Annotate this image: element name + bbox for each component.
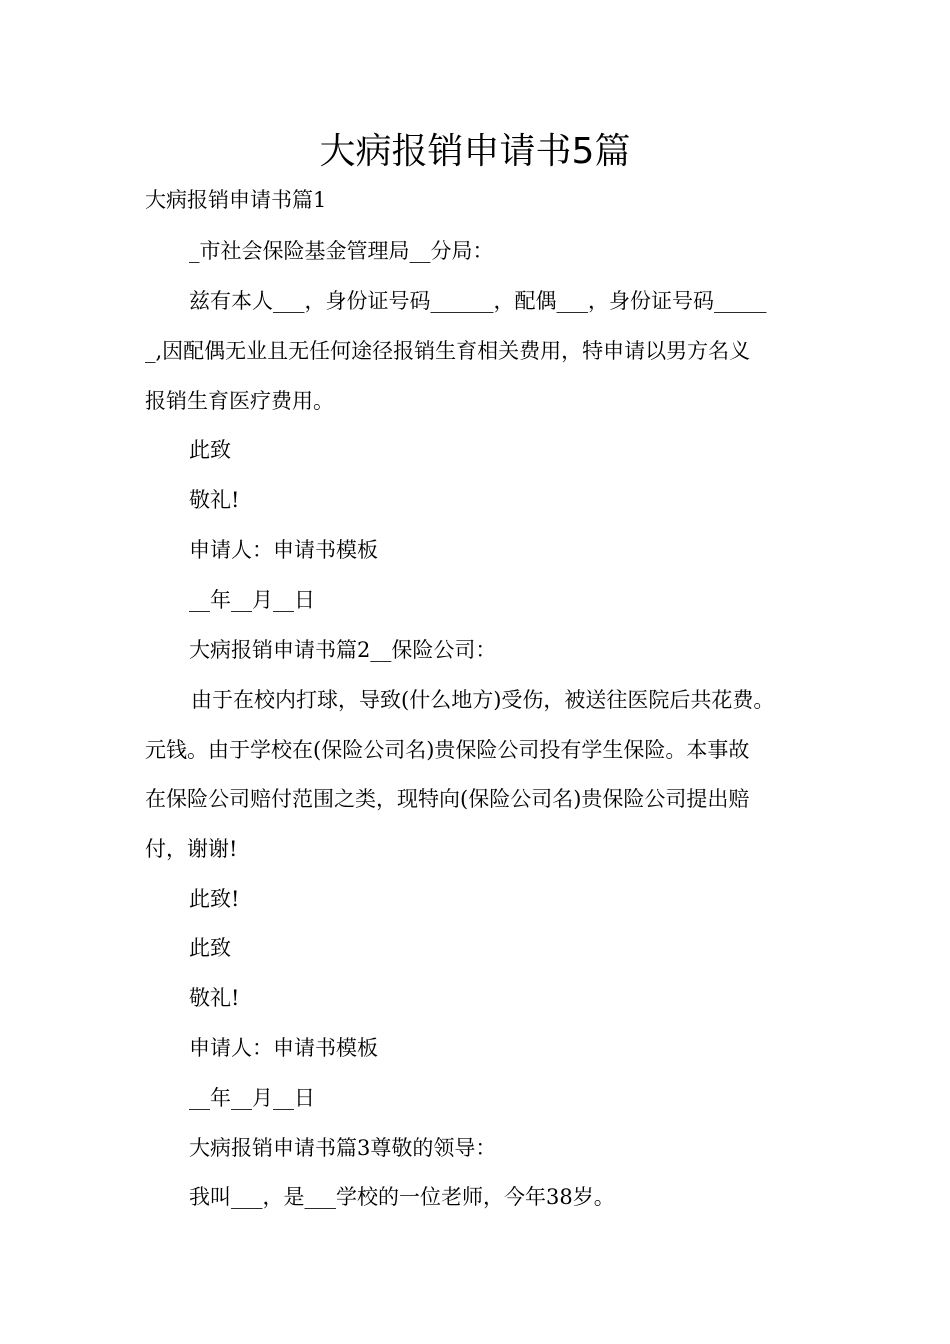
document-title: 大病报销申请书5篇: [319, 131, 631, 172]
closing-line: 此致!: [189, 887, 240, 911]
body-text-line: 元钱。由于学校在(保险公司名)贵保险公司投有学生保险。本事故: [145, 738, 750, 762]
addressee-line: _市社会保险基金管理局__分局：: [189, 239, 494, 263]
body-text-line: 在保险公司赔付范围之类，现特向(保险公司名)贵保险公司提出赔: [145, 787, 750, 811]
applicant-line: 申请人：申请书模板: [189, 538, 378, 562]
body-text-line: 兹有本人___，身份证号码______，配偶___，身份证号码_____: [189, 289, 767, 313]
applicant-line: 申请人：申请书模板: [189, 1036, 378, 1060]
date-line: __年__月__日: [189, 588, 315, 612]
body-text-line: 我叫___，是___学校的一位老师，今年38岁。: [189, 1185, 615, 1209]
body-text-line: _,因配偶无业且无任何途径报销生育相关费用，特申请以男方名义: [145, 339, 751, 363]
body-text-line: 付，谢谢!: [145, 837, 238, 861]
closing-line: 此致: [189, 936, 231, 960]
section-heading-3: 大病报销申请书篇3尊敬的领导：: [189, 1136, 497, 1160]
closing-line: 敬礼!: [189, 488, 240, 512]
closing-line: 此致: [189, 438, 231, 462]
body-text-line: 报销生育医疗费用。: [145, 389, 334, 413]
closing-line: 敬礼!: [189, 986, 240, 1010]
section-heading-2: 大病报销申请书篇2__保险公司：: [189, 638, 497, 662]
section-heading-1: 大病报销申请书篇1: [145, 188, 327, 212]
date-line: __年__月__日: [189, 1086, 315, 1110]
body-text-line: 由于在校内打球，导致(什么地方)受伤，被送往医院后共花费。: [191, 688, 775, 712]
